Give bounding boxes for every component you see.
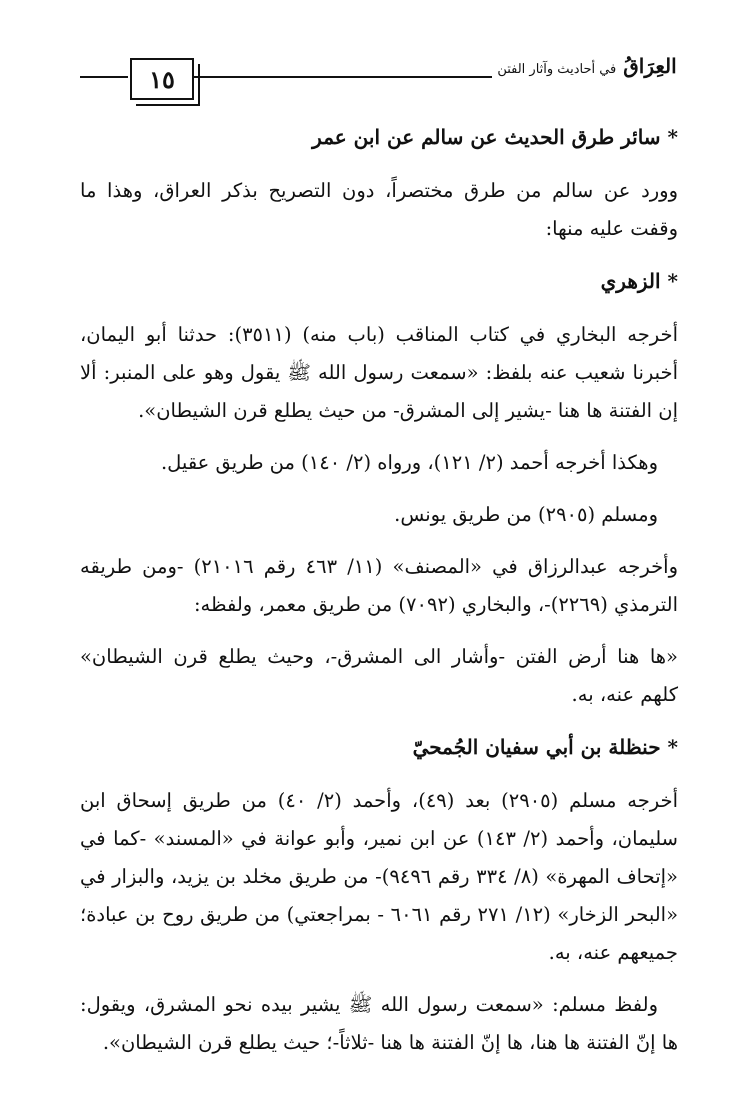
section-heading (80, 118, 678, 156)
heading-star: * (667, 269, 678, 293)
book-title: العِرَاقُ (623, 54, 677, 78)
paragraph: وورد عن سالم من طرق مختصراً، دون التصريح بذكر العراق، وهذا ما وقفت عليه منها: (80, 179, 678, 240)
heading-text: حنظلة بن أبي سفيان الجُمحيّ (412, 735, 661, 759)
heading-star: * (667, 735, 678, 759)
page-body (80, 118, 678, 1076)
paragraph: أخرجه البخاري في كتاب المناقب (باب منه) (٣٥١١): حدثنا أبو اليمان، أخبرنا شعيب عنه بلفظ: «سمعت رسول الله ﷺ يقول وهو على المنبر: ألا إن الفتنة ها هنا -يشير إلى المشرق- من حيث يطلع قرن الشيطان». (80, 323, 678, 422)
heading-star: * (667, 125, 678, 149)
running-title (492, 54, 682, 78)
heading-text: الزهري (600, 269, 661, 293)
page-header (80, 48, 680, 108)
header-rule-left (80, 76, 128, 78)
paragraph: «ها هنا أرض الفتن -وأشار الى المشرق-، وحيث يطلع قرن الشيطان» كلهم عنه، به. (80, 645, 678, 706)
section-heading (80, 262, 678, 300)
paragraph: وهكذا أخرجه أحمد (٢/ ١٢١)، ورواه (٢/ ١٤٠) من طريق عقيل. (160, 451, 658, 474)
page-number: ١٥ (149, 64, 175, 94)
heading-text: سائر طرق الحديث عن سالم عن ابن عمر (312, 125, 661, 149)
paragraph: ولفظ مسلم: «سمعت رسول الله ﷺ يشير بيده نحو المشرق، ويقول: ها إنّ الفتنة ها هنا، ها إنّ الفتنة ها هنا -ثلاثاً-؛ حيث يطلع قرن الشيطان». (80, 993, 678, 1054)
book-subtitle: في أحاديث وآثار الفتن (497, 62, 617, 77)
header-rule-middle (192, 76, 492, 78)
paragraph: أخرجه مسلم (٢٩٠٥) بعد (٤٩)، وأحمد (٢/ ٤٠) من طريق إسحاق ابن سليمان، وأحمد (٢/ ١٤٣) عن ابن نمير، وأبو عوانة في «المسند» -كما في «إتحاف المهرة» (٨/ ٣٣٤ رقم ٩٤٩٦)- من طريق مخلد بن يزيد، والبزار في «البحر الزخار» (١٢/ ٢٧١ رقم ٦٠٦١ - بمراجعتي) من طريق روح بن عبادة؛ جميعهم عنه، به. (80, 789, 678, 964)
paragraph: ومسلم (٢٩٠٥) من طريق يونس. (394, 503, 658, 526)
paragraph: وأخرجه عبدالرزاق في «المصنف» (١١/ ٤٦٣ رقم ٢١٠١٦) -ومن طريقه الترمذي (٢٢٦٩)-، والبخاري (٧٠٩٢) من طريق معمر، ولفظه: (80, 555, 678, 616)
section-heading (80, 728, 678, 766)
page-number-box (130, 58, 194, 100)
